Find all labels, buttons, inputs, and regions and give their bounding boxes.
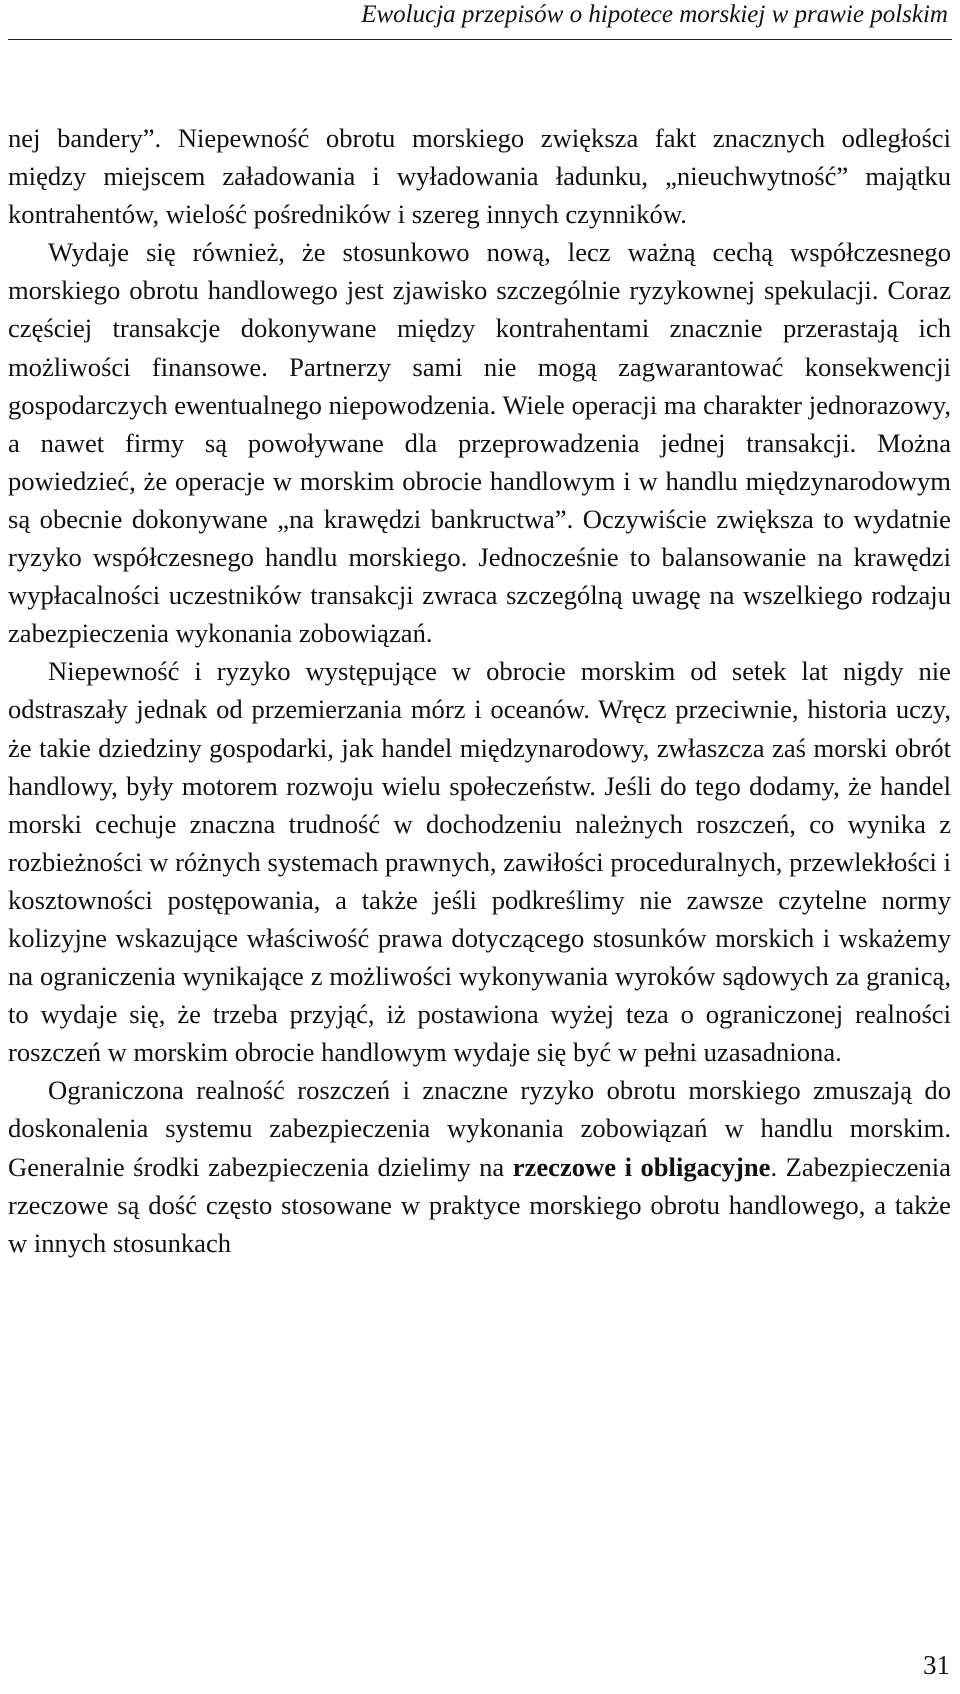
securities-bold-term: rzeczowe i obligacyjne [512,1151,771,1182]
running-title: Ewolucja przepisów o hipotece morskiej w prawie polskim [361,1,948,28]
page-number: 31 [923,1650,950,1680]
paragraph-risk-history: Niepewność i ryzyko występujące w obrocie morskim od setek lat nigdy nie odstraszały jednak od przemierzania mórz i oceanów. Wręcz przeciwnie, historia uczy, że takie dziedziny gospodarki, jak handel międzynarodowy, zwłaszcza zaś morski obrót handlowy, były motorem rozwoju wielu społeczeństw. Jeśli do tego dodamy, że handel morski cechuje znaczna trudność w dochodzeniu należnych roszczeń, co wynika z rozbieżności w różnych systemach prawnych, zawiłości proceduralnych, przewlekłości i kosztowności postępowania, a także jeśli podkreślimy nie zawsze czytelne normy kolizyjne wskazujące właściwość prawa dotyczącego stosunków morskich i wskażemy na ograniczenia wynikające z możliwości wykonywania wyroków sądowych za granicą, to wydaje się, że trzeba przyjąć, iż postawiona wyżej teza o ograniczonej realności roszczeń w morskim obrocie handlowym wydaje się być w pełni uzasadniona. [8,656,951,1068]
paragraph-speculation: Wydaje się również, że stosunkowo nową, lecz ważną cechą współczesnego morskiego obrotu handlowego jest zjawisko szczególnie ryzykownej spekulacji. Coraz częściej transakcje dokonywane między kontrahentami znacznie przerastają ich możliwości finansowe. Partnerzy sami nie mogą zagwarantować konsekwencji gospodarczych ewentualnego niepowodzenia. Wiele operacji ma charakter jednorazowy, a nawet firmy są powoływane dla przeprowadzenia jednej transakcji. Można powiedzieć, że operacje w morskim obrocie handlowym i w handlu międzynarodowym są obecnie dokonywane „na krawędzi bankructwa”. Oczywiście zwiększa to wydatnie ryzyko współczesnego handlu morskiego. Jednocześnie to balansowanie na krawędzi wypłacalności uczestników transakcji zwraca szczególną uwagę na wszelkiego rodzaju zabezpieczenia wykonania zobowiązań. [8,237,951,649]
paragraph-continuation: nej bandery”. Niepewność obrotu morskiego zwiększa fakt znacznych odległości między miejscem załadowania i wyładowania ładunku, „nieuchwytność” majątku kontrahentów, wielość pośredników i szereg innych czynników. [8,123,951,230]
securities-text-after: . Zabezpieczenia rzeczowe są dość często stosowane w praktyce morskiego obrotu handlowego, a także w innych stosunkach [8,1151,951,1258]
paragraph-securities [8,1071,951,1261]
securities-text-before: Ograniczona realność roszczeń i znaczne ryzyko obrotu morskiego zmuszają do doskonalenia systemu zabezpieczenia wykonania zobowiązań w handlu morskim. Generalnie środki zabezpieczenia dzielimy na [8,1075,951,1182]
running-header [8,0,952,40]
body-text [8,119,951,1262]
